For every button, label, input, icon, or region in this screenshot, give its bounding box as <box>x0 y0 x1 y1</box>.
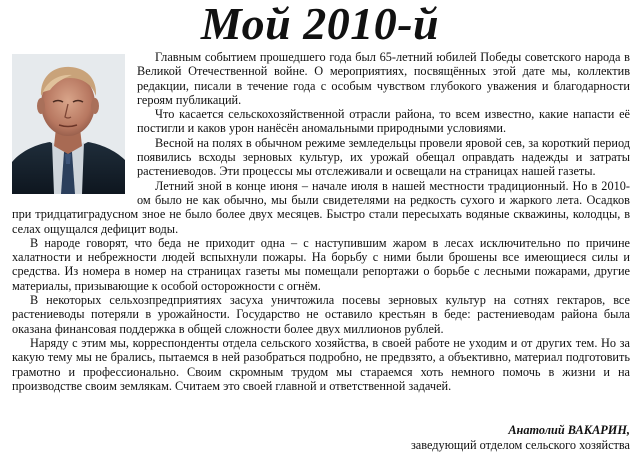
author-position: заведующий отделом сельского хозяйства <box>410 438 630 452</box>
paragraph: Наряду с этим мы, корреспонденты отдела сельского хозяйства, в своей работе не уходим и от других тем. Но за какую тему мы не брались, пытаемся в ней разобраться подробно, не предвзято, а объективно, материал подготовить грамотно и профессионально. Своим скромным трудом мы стараемся хоть немного помочь в жизни и на производстве своим землякам. Считаем это своей главной и ответственной задачей. <box>12 335 630 393</box>
paragraph: В некоторых сельхозпредприятиях засуха уничтожила посевы зерновых культур на сотнях гектаров, все растениеводы потеряли в урожайности. Государство не оставило крестьян в беде: растениеводам района была оказана финансовая поддержка в общей сложности более двух миллионов рублей. <box>12 293 630 336</box>
paragraph: Что касается сельскохозяйственной отрасли района, то всем известно, какие напасти её постигли и каков урон нанёсён аномальными природными условиями. <box>137 107 630 136</box>
paragraph: Весной на полях в обычном режиме земледельцы провели яровой сев, за короткий период появились всходы зерновых культур, их урожай обещал оправдать надежды и затраты растениеводов. Эти процессы мы отслеживали и освещали на страницах нашей газеты. <box>137 135 630 179</box>
paragraph: В народе говорят, что беда не приходит одна – с наступившим жаром в лесах исключительно по причине халатности и небрежности людей вспыхнули пожары. На борьбу с ними были брошены все имеющиеся силы и средства. Из номера в номер на страницах газеты мы помещали репортажи о борьбе с лесными пожарами, другие материалы, призывающие к особой осторожности с огнём. <box>12 235 630 293</box>
page-title: Мой 2010-й <box>200 0 440 49</box>
portrait-photo-icon <box>12 54 125 194</box>
author-photo <box>12 54 125 194</box>
paragraph: Главным событием прошедшего года был 65-летний юбилей Победы советского народа в Великой Отечественной войне. О мероприятиях, посвящённых этой дате мы, коллектив редакции, писали в течение года с особым чувством глубокого уважения и благодарности героям публикаций. <box>137 50 630 107</box>
author-name: Анатолий ВАКАРИН, <box>508 423 630 437</box>
paragraph: Летний зной в конце июня – начале июля в нашей местности традиционный. Но в 2010-ом было не как обычно, мы были свидетелями на редкость сухого и жаркого лета. Осадков при тридцатиградусном зное не было более двух месяцев. Быстро стали пересыхать водяные скважины, колодцы, в селах ощущался дефицит воды. <box>12 178 630 236</box>
article-body <box>12 50 630 393</box>
signature-block <box>411 423 630 453</box>
